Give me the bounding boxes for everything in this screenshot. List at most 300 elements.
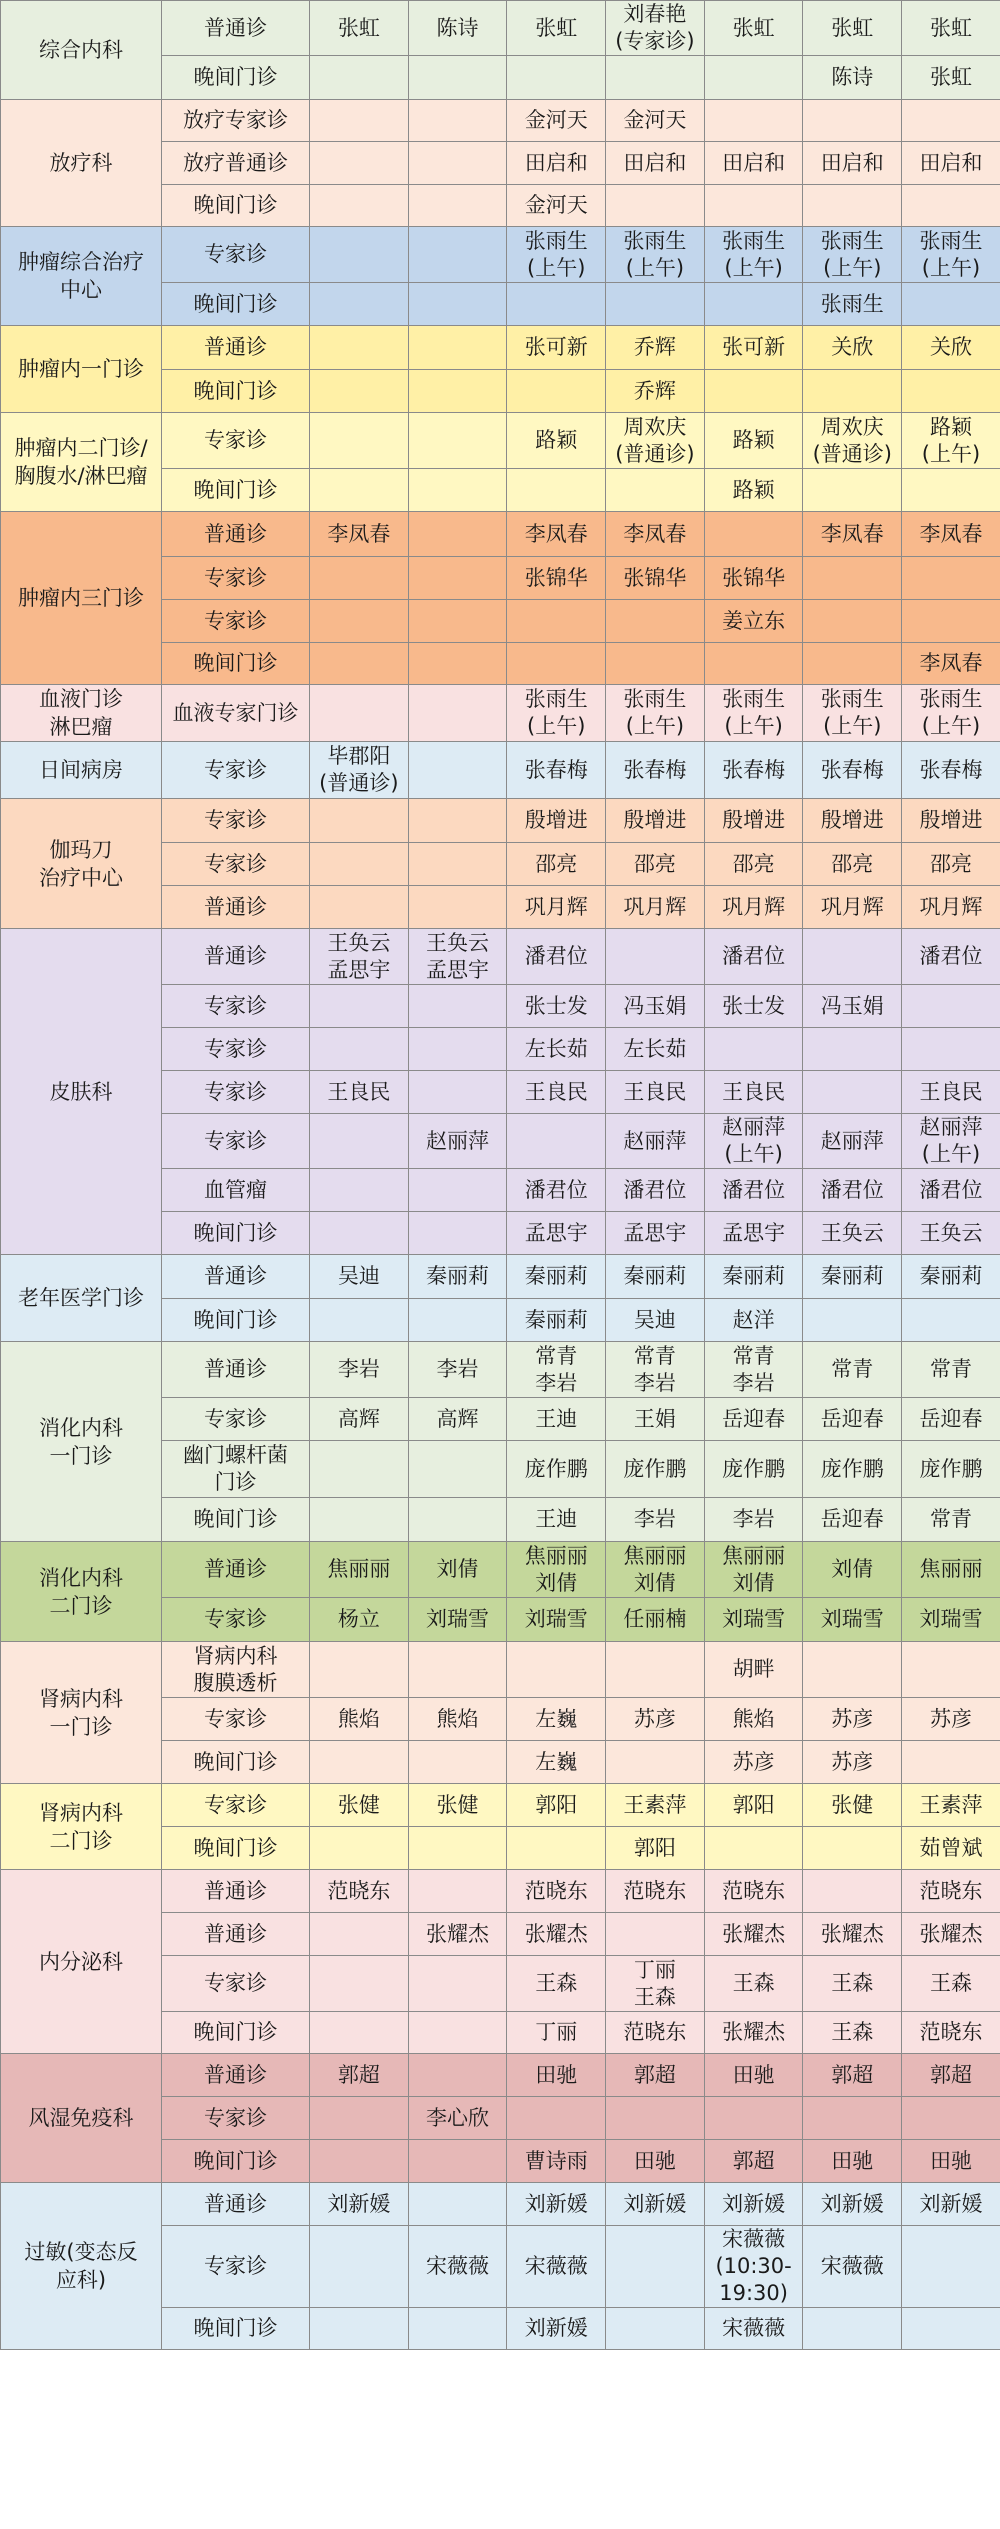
doctor-cell: 任丽楠 [606,1598,705,1642]
doctor-cell [310,1169,409,1212]
doctor-cell [408,2183,507,2226]
doctor-cell [408,1498,507,1542]
doctor-cell: 刘新媛 [310,2183,409,2226]
doctor-cell: 左巍 [507,1698,606,1741]
doctor-cell: 路颖 [507,413,606,469]
department-name: 日间病房 [1,742,162,799]
doctor-cell: 张雨生 (上午) [704,685,803,742]
doctor-cell: 邵亮 [803,843,902,886]
doctor-cell: 茹曾斌 [902,1827,1000,1870]
doctor-cell: 张健 [803,1784,902,1827]
doctor-cell: 殷增进 [606,799,705,843]
department-name: 肿瘤综合治疗 中心 [1,227,162,326]
doctor-cell [408,2012,507,2054]
doctor-cell: 王良民 [704,1071,803,1114]
doctor-cell [704,185,803,227]
doctor-cell [803,1299,902,1342]
doctor-cell: 张士发 [704,985,803,1028]
doctor-cell: 李凤春 [507,512,606,557]
doctor-cell [606,1741,705,1784]
doctor-cell [310,370,409,413]
doctor-cell: 常青 李岩 [606,1342,705,1398]
doctor-cell: 田驰 [606,2140,705,2183]
department-name: 内分泌科 [1,1870,162,2054]
doctor-cell: 金河天 [507,100,606,142]
doctor-cell: 王良民 [902,1071,1000,1114]
doctor-cell: 巩月辉 [507,886,606,929]
clinic-type: 普通诊 [162,886,310,929]
doctor-cell: 潘君位 [902,1169,1000,1212]
doctor-cell [408,2054,507,2097]
doctor-cell [310,1642,409,1698]
doctor-cell: 巩月辉 [902,886,1000,929]
department-name: 老年医学门诊 [1,1255,162,1342]
clinic-type: 晚间门诊 [162,1827,310,1870]
doctor-cell: 张健 [408,1784,507,1827]
doctor-cell: 潘君位 [704,1169,803,1212]
doctor-cell [310,283,409,326]
doctor-cell [310,1956,409,2012]
doctor-cell [606,185,705,227]
clinic-type: 普通诊 [162,929,310,985]
department-name: 肾病内科 二门诊 [1,1784,162,1870]
doctor-cell: 秦丽莉 [704,1255,803,1299]
table-row [1,1,1000,56]
doctor-cell: 焦丽丽 刘倩 [507,1542,606,1598]
clinic-type: 普通诊 [162,512,310,557]
doctor-cell: 岳迎春 [803,1398,902,1441]
doctor-cell: 张虹 [704,1,803,56]
clinic-type: 专家诊 [162,1698,310,1741]
doctor-cell: 郭超 [606,2054,705,2097]
doctor-cell: 田驰 [507,2054,606,2097]
doctor-cell [408,1827,507,1870]
department-name: 肿瘤内二门诊/ 胸腹水/淋巴瘤 [1,413,162,512]
doctor-cell: 金河天 [606,100,705,142]
doctor-cell: 张锦华 [507,557,606,600]
doctor-cell [606,283,705,326]
doctor-cell: 赵丽萍 [606,1114,705,1169]
doctor-cell [408,326,507,370]
doctor-cell: 刘新媛 [704,2183,803,2226]
doctor-cell: 郭超 [803,2054,902,2097]
doctor-cell: 张耀杰 [408,1913,507,1956]
doctor-cell: 王迪 [507,1498,606,1542]
doctor-cell: 田启和 [803,142,902,185]
table-row [1,1784,1000,1827]
doctor-cell: 冯玉娟 [606,985,705,1028]
doctor-cell [704,56,803,100]
doctor-cell: 潘君位 [803,1169,902,1212]
doctor-cell [704,1028,803,1071]
table-row [1,1642,1000,1698]
doctor-cell [704,1827,803,1870]
clinic-type: 晚间门诊 [162,643,310,685]
clinic-type: 晚间门诊 [162,2308,310,2350]
doctor-cell [408,413,507,469]
doctor-cell: 邵亮 [507,843,606,886]
doctor-cell [408,1642,507,1698]
doctor-cell [310,985,409,1028]
doctor-cell: 秦丽莉 [507,1299,606,1342]
clinic-type: 专家诊 [162,413,310,469]
doctor-cell: 姜立东 [704,600,803,643]
doctor-cell: 郭超 [310,2054,409,2097]
doctor-cell: 张耀杰 [902,1913,1000,1956]
doctor-cell [902,2226,1000,2308]
clinic-type: 普通诊 [162,1913,310,1956]
doctor-cell: 毕郡阳 (普通诊) [310,742,409,799]
table-row [1,929,1000,985]
department-name: 肿瘤内一门诊 [1,326,162,413]
doctor-cell [606,643,705,685]
clinic-type: 专家诊 [162,1398,310,1441]
doctor-cell: 孟思宇 [606,1212,705,1255]
doctor-cell: 王良民 [310,1071,409,1114]
table-row [1,326,1000,370]
doctor-cell: 李心欣 [408,2097,507,2140]
clinic-type: 晚间门诊 [162,469,310,512]
clinic-type: 专家诊 [162,843,310,886]
doctor-cell: 秦丽莉 [507,1255,606,1299]
table-row [1,742,1000,799]
doctor-cell: 焦丽丽 [310,1542,409,1598]
doctor-cell [902,469,1000,512]
doctor-cell: 田驰 [704,2054,803,2097]
doctor-cell [408,185,507,227]
doctor-cell [310,1028,409,1071]
doctor-cell: 王森 [902,1956,1000,2012]
doctor-cell: 陈诗 [408,1,507,56]
doctor-cell [310,600,409,643]
doctor-cell: 王奂云 [902,1212,1000,1255]
doctor-cell: 张春梅 [606,742,705,799]
doctor-cell: 王奂云 孟思宇 [310,929,409,985]
doctor-cell [310,1212,409,1255]
doctor-cell [507,56,606,100]
doctor-cell: 庞作鹏 [803,1441,902,1498]
doctor-cell [310,1114,409,1169]
doctor-cell [310,2097,409,2140]
doctor-cell: 焦丽丽 刘倩 [606,1542,705,1598]
doctor-cell [310,1913,409,1956]
doctor-cell [408,283,507,326]
doctor-cell [704,283,803,326]
doctor-cell: 焦丽丽 [902,1542,1000,1598]
doctor-cell [408,1071,507,1114]
doctor-cell: 左巍 [507,1741,606,1784]
doctor-cell: 殷增进 [704,799,803,843]
doctor-cell: 田驰 [803,2140,902,2183]
doctor-cell [507,1827,606,1870]
clinic-type: 晚间门诊 [162,1299,310,1342]
doctor-cell: 刘瑞雪 [902,1598,1000,1642]
doctor-cell: 田启和 [606,142,705,185]
clinic-type: 晚间门诊 [162,2012,310,2054]
doctor-cell: 王森 [507,1956,606,2012]
doctor-cell [408,742,507,799]
doctor-cell [507,469,606,512]
doctor-cell: 张雨生 (上午) [606,227,705,283]
clinic-type: 普通诊 [162,1255,310,1299]
doctor-cell: 金河天 [507,185,606,227]
doctor-cell: 张虹 [310,1,409,56]
doctor-cell: 张耀杰 [803,1913,902,1956]
doctor-cell: 张雨生 (上午) [606,685,705,742]
doctor-cell [606,600,705,643]
clinic-type: 专家诊 [162,2226,310,2308]
doctor-cell: 巩月辉 [704,886,803,929]
department-name: 肾病内科 一门诊 [1,1642,162,1784]
doctor-cell: 丁丽 [507,2012,606,2054]
table-row [1,685,1000,742]
doctor-cell: 田驰 [902,2140,1000,2183]
doctor-cell [408,1169,507,1212]
doctor-cell [507,2097,606,2140]
doctor-cell [507,283,606,326]
clinic-type: 晚间门诊 [162,1498,310,1542]
doctor-cell [408,370,507,413]
clinic-type: 普通诊 [162,1870,310,1913]
doctor-cell: 张士发 [507,985,606,1028]
doctor-cell: 刘瑞雪 [803,1598,902,1642]
doctor-cell [310,413,409,469]
clinic-type: 专家诊 [162,1071,310,1114]
doctor-cell [408,1212,507,1255]
doctor-cell [803,643,902,685]
doctor-cell: 张春梅 [704,742,803,799]
clinic-type: 专家诊 [162,1956,310,2012]
doctor-cell: 李凤春 [902,643,1000,685]
doctor-cell: 李岩 [310,1342,409,1398]
doctor-cell: 岳迎春 [902,1398,1000,1441]
doctor-cell [507,1642,606,1698]
doctor-cell: 郭超 [902,2054,1000,2097]
clinic-type: 专家诊 [162,1598,310,1642]
doctor-cell: 刘瑞雪 [704,1598,803,1642]
doctor-cell [408,56,507,100]
clinic-type: 专家诊 [162,1784,310,1827]
doctor-cell: 李岩 [606,1498,705,1542]
doctor-cell: 胡畔 [704,1642,803,1698]
doctor-cell [310,886,409,929]
department-name: 消化内科 一门诊 [1,1342,162,1542]
doctor-cell: 赵丽萍 [803,1114,902,1169]
doctor-cell [310,643,409,685]
doctor-cell: 陈诗 [803,56,902,100]
doctor-cell [803,185,902,227]
doctor-cell: 关欣 [803,326,902,370]
doctor-cell: 高辉 [408,1398,507,1441]
clinic-type: 幽门螺杆菌 门诊 [162,1441,310,1498]
doctor-cell: 郭阳 [704,1784,803,1827]
doctor-cell: 张虹 [902,56,1000,100]
doctor-cell [606,56,705,100]
doctor-cell: 左长茹 [507,1028,606,1071]
doctor-cell: 张春梅 [902,742,1000,799]
doctor-cell: 刘春艳 (专家诊) [606,1,705,56]
table-row [1,1870,1000,1913]
doctor-cell: 张雨生 [803,283,902,326]
doctor-cell: 张健 [310,1784,409,1827]
doctor-cell: 潘君位 [902,929,1000,985]
clinic-type: 晚间门诊 [162,1212,310,1255]
doctor-cell: 张虹 [803,1,902,56]
doctor-cell: 张锦华 [606,557,705,600]
doctor-cell: 郭阳 [507,1784,606,1827]
doctor-cell: 庞作鹏 [902,1441,1000,1498]
doctor-cell [408,1441,507,1498]
doctor-cell: 苏彦 [606,1698,705,1741]
doctor-cell: 殷增进 [902,799,1000,843]
department-name: 综合内科 [1,1,162,100]
doctor-cell [803,1028,902,1071]
doctor-cell: 王奂云 [803,1212,902,1255]
doctor-cell: 焦丽丽 刘倩 [704,1542,803,1598]
doctor-cell [310,2308,409,2350]
doctor-cell [803,1642,902,1698]
doctor-cell: 张雨生 (上午) [803,685,902,742]
doctor-cell [606,2097,705,2140]
doctor-cell: 潘君位 [704,929,803,985]
doctor-cell: 张虹 [902,1,1000,56]
doctor-cell [803,929,902,985]
doctor-cell: 邵亮 [606,843,705,886]
doctor-cell [310,326,409,370]
clinic-type: 专家诊 [162,985,310,1028]
doctor-cell [902,1028,1000,1071]
doctor-cell [704,512,803,557]
doctor-cell: 张虹 [507,1,606,56]
schedule-body [1,1,1000,2350]
doctor-cell: 吴迪 [310,1255,409,1299]
doctor-cell [803,600,902,643]
doctor-cell [606,929,705,985]
department-name: 皮肤科 [1,929,162,1255]
doctor-cell: 刘新媛 [507,2308,606,2350]
doctor-cell [902,2097,1000,2140]
doctor-cell: 丁丽 王森 [606,1956,705,2012]
doctor-cell [902,185,1000,227]
doctor-cell: 常青 李岩 [704,1342,803,1398]
doctor-cell: 王素萍 [606,1784,705,1827]
doctor-cell: 范晓东 [704,1870,803,1913]
department-name: 肿瘤内三门诊 [1,512,162,685]
doctor-cell [606,469,705,512]
clinic-type: 普通诊 [162,2054,310,2097]
doctor-cell: 路颖 (上午) [902,413,1000,469]
doctor-cell [408,985,507,1028]
doctor-cell [803,100,902,142]
doctor-cell [507,643,606,685]
doctor-cell: 熊焰 [704,1698,803,1741]
doctor-cell: 张可新 [507,326,606,370]
clinic-type: 专家诊 [162,227,310,283]
doctor-cell: 张雨生 (上午) [803,227,902,283]
clinic-type: 专家诊 [162,1028,310,1071]
doctor-cell: 关欣 [902,326,1000,370]
doctor-cell: 李凤春 [902,512,1000,557]
doctor-cell: 刘倩 [803,1542,902,1598]
doctor-cell: 周欢庆 (普通诊) [803,413,902,469]
clinic-type: 晚间门诊 [162,370,310,413]
doctor-cell: 范晓东 [902,2012,1000,2054]
doctor-cell [310,557,409,600]
doctor-cell [803,1827,902,1870]
doctor-cell [902,2308,1000,2350]
doctor-cell [310,100,409,142]
doctor-cell [408,469,507,512]
doctor-cell [310,1498,409,1542]
doctor-cell [408,557,507,600]
clinic-type: 普通诊 [162,326,310,370]
department-name: 消化内科 二门诊 [1,1542,162,1642]
doctor-cell [803,370,902,413]
doctor-cell [408,227,507,283]
doctor-cell [902,1741,1000,1784]
doctor-cell: 宋薇薇 (10:30- 19:30) [704,2226,803,2308]
doctor-cell: 郭阳 [606,1827,705,1870]
clinic-type: 晚间门诊 [162,56,310,100]
doctor-cell: 熊焰 [408,1698,507,1741]
doctor-cell [408,2140,507,2183]
doctor-cell [408,2308,507,2350]
clinic-type: 晚间门诊 [162,2140,310,2183]
doctor-cell: 王奂云 孟思宇 [408,929,507,985]
doctor-cell: 李凤春 [310,512,409,557]
doctor-cell: 宋薇薇 [704,2308,803,2350]
doctor-cell: 冯玉娟 [803,985,902,1028]
doctor-cell: 路颖 [704,469,803,512]
doctor-cell: 张春梅 [803,742,902,799]
doctor-cell: 郭超 [704,2140,803,2183]
doctor-cell [310,1827,409,1870]
doctor-cell: 乔辉 [606,370,705,413]
doctor-cell [606,1642,705,1698]
doctor-cell: 张雨生 (上午) [902,685,1000,742]
department-name: 风湿免疫科 [1,2054,162,2183]
doctor-cell [902,283,1000,326]
table-row [1,1255,1000,1299]
doctor-cell: 李岩 [704,1498,803,1542]
doctor-cell [408,600,507,643]
doctor-cell: 李凤春 [606,512,705,557]
doctor-cell: 岳迎春 [803,1498,902,1542]
doctor-cell: 苏彦 [803,1698,902,1741]
doctor-cell [902,100,1000,142]
doctor-cell [408,1028,507,1071]
doctor-cell: 苏彦 [902,1698,1000,1741]
doctor-cell [408,843,507,886]
clinic-type: 专家诊 [162,557,310,600]
table-row [1,1542,1000,1598]
doctor-cell [408,643,507,685]
table-row [1,227,1000,283]
doctor-cell: 常青 [803,1342,902,1398]
doctor-cell: 田启和 [902,142,1000,185]
doctor-cell [803,469,902,512]
doctor-cell: 张雨生 (上午) [704,227,803,283]
clinic-type: 普通诊 [162,1542,310,1598]
doctor-cell: 赵洋 [704,1299,803,1342]
doctor-cell: 范晓东 [606,2012,705,2054]
doctor-cell: 庞作鹏 [704,1441,803,1498]
doctor-cell: 邵亮 [902,843,1000,886]
doctor-cell [310,799,409,843]
doctor-cell: 潘君位 [507,929,606,985]
doctor-cell [606,2226,705,2308]
doctor-cell: 宋薇薇 [408,2226,507,2308]
